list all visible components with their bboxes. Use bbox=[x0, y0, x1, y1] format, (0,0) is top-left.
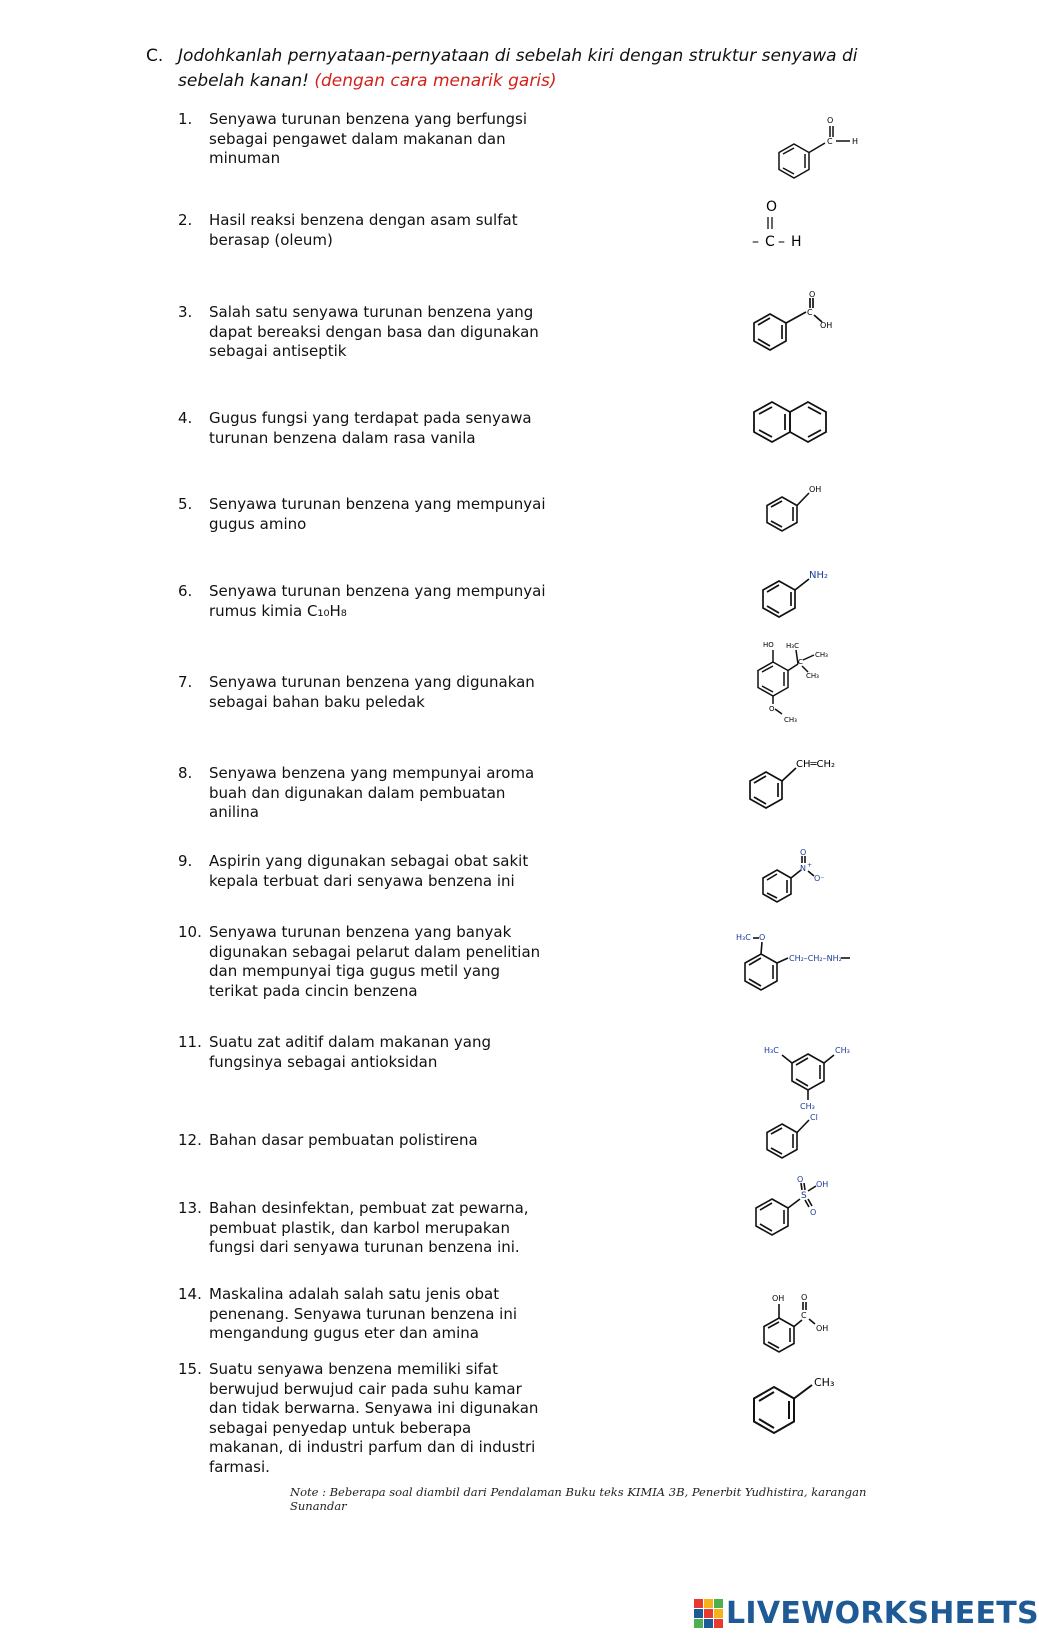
structure-nitrobenzene[interactable] bbox=[757, 848, 847, 908]
instruction-text bbox=[178, 44, 886, 94]
atom-label: H₃C bbox=[786, 642, 799, 650]
atom-label: S bbox=[801, 1191, 807, 1201]
atom-label: H bbox=[791, 234, 802, 250]
question-text: Gugus fungsi yang terdapat pada senyawa turunan benzena dalam rasa vanila bbox=[209, 409, 532, 447]
structure-styrene[interactable] bbox=[748, 760, 858, 820]
question-text: Aspirin yang digunakan sebagai obat sakit kepala terbuat dari senyawa benzena ini bbox=[209, 852, 529, 890]
atom-label: HO bbox=[763, 641, 774, 649]
atom-label: N bbox=[800, 864, 806, 873]
instruction-red: (dengan cara menarik garis) bbox=[314, 71, 557, 91]
question-number: 2. bbox=[178, 211, 193, 229]
question-number: 3. bbox=[178, 303, 193, 321]
question-item[interactable] bbox=[178, 673, 548, 712]
question-text: Suatu zat aditif dalam makanan yang fungsinya sebagai antioksidan bbox=[209, 1033, 492, 1071]
instruction-main: Jodohkanlah pernyataan-pernyataan di sebelah kiri dengan struktur senyawa di sebelah kanan! bbox=[178, 46, 858, 91]
atom-label: Cl bbox=[810, 1113, 818, 1122]
question-item[interactable] bbox=[178, 409, 548, 448]
atom-label: O bbox=[769, 705, 775, 713]
atom-label: O bbox=[759, 933, 766, 942]
question-number: 4. bbox=[178, 409, 193, 427]
atom-label: O bbox=[797, 1175, 804, 1184]
structure-benzoic-acid[interactable] bbox=[750, 290, 860, 360]
question-text: Salah satu senyawa turunan benzena yang dapat bereaksi dengan basa dan digunakan sebagai antiseptik bbox=[209, 303, 539, 360]
atom-label: O bbox=[800, 848, 807, 857]
atom-label: OH bbox=[816, 1324, 829, 1333]
structure-bha[interactable] bbox=[758, 640, 848, 730]
structure-benzenesulfonic-acid[interactable] bbox=[754, 1175, 854, 1245]
question-number: 7. bbox=[178, 673, 193, 691]
question-text: Maskalina adalah salah satu jenis obat penenang. Senyawa turunan benzena ini mengandung gugus eter dan amina bbox=[209, 1285, 518, 1342]
structure-mesitylene[interactable] bbox=[760, 1040, 870, 1115]
atom-label: CH═CH₂ bbox=[796, 759, 836, 770]
structure-naphthalene[interactable] bbox=[752, 400, 832, 450]
atom-label: O bbox=[810, 1208, 817, 1217]
question-text: Senyawa turunan benzena yang banyak digunakan sebagai pelarut dalam penelitian dan mempunyai tiga gugus metil yang terikat pada cincin benzena bbox=[209, 923, 541, 1000]
question-text: Senyawa turunan benzena yang mempunyai gugus amino bbox=[209, 495, 546, 533]
chain-label: CH₂–CH₂–NH₂ bbox=[789, 954, 842, 963]
atom-label: CH₃ bbox=[814, 1376, 835, 1389]
question-text: Bahan desinfektan, pembuat zat pewarna, pembuat plastik, dan karbol merupakan fungsi dari senyawa turunan benzena ini. bbox=[209, 1199, 529, 1256]
atom-label: C bbox=[801, 1311, 807, 1320]
question-text: Hasil reaksi benzena dengan asam sulfat berasap (oleum) bbox=[209, 211, 518, 249]
question-number: 12. bbox=[178, 1131, 202, 1149]
atom-label: O⁻ bbox=[814, 874, 825, 883]
question-number: 14. bbox=[178, 1285, 202, 1303]
question-number: 11. bbox=[178, 1033, 202, 1051]
liveworksheets-logo[interactable] bbox=[694, 1596, 1039, 1631]
atom-label: H bbox=[852, 137, 859, 146]
structure-aniline[interactable] bbox=[757, 567, 847, 627]
question-item[interactable] bbox=[178, 1199, 548, 1258]
bond-dash: – bbox=[778, 234, 785, 250]
atom-label: O bbox=[766, 199, 778, 215]
structure-chlorobenzene[interactable] bbox=[764, 1110, 844, 1165]
atom-label: CH₃ bbox=[784, 716, 797, 724]
question-item[interactable] bbox=[178, 1033, 548, 1072]
atom-label: C bbox=[807, 308, 813, 317]
question-number: 13. bbox=[178, 1199, 202, 1217]
atom-label: C bbox=[827, 137, 833, 146]
atom-label: C bbox=[765, 234, 775, 250]
question-text: Bahan dasar pembuatan polistirena bbox=[209, 1131, 478, 1149]
bond-dash: – bbox=[752, 234, 759, 250]
instruction-header bbox=[146, 44, 886, 94]
structure-formyl-group[interactable] bbox=[752, 198, 832, 258]
question-number: 1. bbox=[178, 110, 193, 128]
atom-label: H₃C bbox=[764, 1046, 779, 1055]
structure-phenol[interactable] bbox=[765, 483, 845, 538]
question-text: Senyawa turunan benzena yang berfungsi sebagai pengawet dalam makanan dan minuman bbox=[209, 110, 527, 167]
atom-label: OH bbox=[809, 485, 822, 494]
atom-label: CH₃ bbox=[800, 1102, 815, 1111]
atom-label: OH bbox=[772, 1294, 785, 1303]
atom-label: CH₃ bbox=[835, 1046, 850, 1055]
structure-benzaldehyde[interactable] bbox=[770, 112, 890, 182]
source-note: Note : Beberapa soal diambil dari Pendalaman Buku teks KIMIA 3B, Penerbit Yudhistira, karangan Sunandar bbox=[290, 1485, 867, 1513]
question-item[interactable] bbox=[178, 923, 548, 1001]
atom-label: CH₃ bbox=[815, 651, 828, 659]
atom-label: OH bbox=[816, 1180, 829, 1189]
section-letter: C. bbox=[146, 46, 164, 66]
question-text: Senyawa turunan benzena yang digunakan sebagai bahan baku peledak bbox=[209, 673, 535, 711]
logo-grid-icon bbox=[694, 1599, 723, 1628]
question-text: Suatu senyawa benzena memiliki sifat berwujud berwujud cair pada suhu kamar dan tidak berwarna. Senyawa ini digunakan sebagai penyedap untuk beberapa makanan, di industri parfum dan di industri farmasi. bbox=[209, 1360, 539, 1476]
atom-label: H₃C bbox=[736, 933, 751, 942]
atom-label: O bbox=[809, 290, 816, 299]
question-item[interactable] bbox=[178, 764, 548, 823]
atom-label: O bbox=[801, 1293, 808, 1302]
question-text: Senyawa turunan benzena yang mempunyai rumus kimia C₁₀H₈ bbox=[209, 582, 546, 620]
question-number: 10. bbox=[178, 923, 202, 941]
question-item[interactable] bbox=[178, 1285, 548, 1344]
question-item[interactable] bbox=[178, 1360, 548, 1477]
structure-methoxyphenethylamine[interactable] bbox=[736, 928, 890, 1003]
question-item[interactable] bbox=[178, 303, 548, 362]
question-item[interactable] bbox=[178, 582, 548, 621]
atom-label: C bbox=[798, 658, 803, 666]
question-number: 9. bbox=[178, 852, 193, 870]
logo-text: LIVEWORKSHEETS bbox=[726, 1596, 1039, 1631]
question-number: 5. bbox=[178, 495, 193, 513]
question-item[interactable] bbox=[178, 852, 548, 891]
structure-salicylic-acid[interactable] bbox=[762, 1290, 862, 1365]
question-item[interactable] bbox=[178, 211, 548, 250]
structure-toluene[interactable] bbox=[750, 1375, 870, 1445]
atom-label: NH₂ bbox=[809, 570, 829, 581]
question-text: Senyawa benzena yang mempunyai aroma buah dan digunakan dalam pembuatan anilina bbox=[209, 764, 535, 821]
question-number: 8. bbox=[178, 764, 193, 782]
atom-label: OH bbox=[820, 321, 833, 330]
question-item[interactable] bbox=[178, 495, 548, 534]
charge-label: + bbox=[807, 862, 813, 869]
question-number: 15. bbox=[178, 1360, 202, 1378]
question-number: 6. bbox=[178, 582, 193, 600]
question-item[interactable] bbox=[178, 1131, 548, 1151]
atom-label: O bbox=[827, 116, 834, 125]
atom-label: CH₃ bbox=[806, 672, 819, 680]
question-item[interactable] bbox=[178, 110, 548, 169]
